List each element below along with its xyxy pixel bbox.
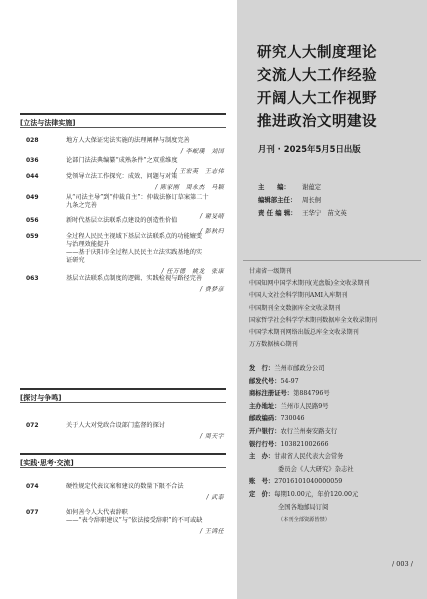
publication-value: （本刊全部资源皆禁） <box>278 517 330 524</box>
publication-value: 730046 <box>280 415 305 423</box>
toc-entry-title <box>66 173 226 181</box>
masthead-slogan <box>257 42 422 134</box>
toc-entry-title <box>66 275 226 283</box>
publication-value: 甘肃省人民代表大会常务 <box>274 453 344 461</box>
publication-value: 全国各地邮局订阅 <box>278 503 329 511</box>
toc-entry-page: 059 <box>26 233 39 240</box>
publication-row <box>249 388 421 401</box>
toc-entry-title-line: 地方人大保证宪法实施的法理阐释与制度完善 <box>66 137 190 144</box>
toc-entry-title <box>66 157 226 165</box>
toc-entry-authors: / 陈家刚 周永杰 马颖 <box>155 184 224 191</box>
toc-entry-title <box>66 422 226 430</box>
toc-entry-title-line: 与治理效能提升 <box>66 241 110 248</box>
toc-entry-title <box>66 217 226 225</box>
index-listing <box>249 266 421 351</box>
publication-value: 委员会《人大研究》杂志社 <box>278 465 354 473</box>
toc-entry-page: 028 <box>26 137 39 144</box>
publication-value: 第884796号 <box>293 390 330 398</box>
publication-value: 兰州市邮政分公司 <box>274 365 325 372</box>
publication-value: 每期10.00元，年价120.00元 <box>274 490 359 498</box>
toc-entry-page: 072 <box>26 422 39 429</box>
publication-row <box>249 439 421 452</box>
toc-entry-page: 063 <box>26 275 39 282</box>
publication-label: 商标注册证号： <box>249 390 294 398</box>
index-item: 万方数据核心期刊 <box>249 341 298 349</box>
index-item: 中国学术期刊网络出版总库全文收录期刊 <box>249 329 359 337</box>
toc-entry-page: 077 <box>26 509 39 516</box>
toc-entry[interactable] <box>20 275 226 297</box>
toc-entry-title-line: ——“表令辞职建议”与“依法接受辞职”的不可或缺 <box>66 517 203 524</box>
toc-entry[interactable] <box>20 483 226 505</box>
toc-entry-title-line: 新时代基层立法联系点建设的创造性价值 <box>66 217 178 224</box>
toc-entry[interactable] <box>20 173 226 195</box>
toc-section <box>20 113 226 127</box>
toc-entry-title-line: 基层立法联系点制度的逻辑、实践检视与路径完善 <box>66 275 203 282</box>
publication-label: 账 号： <box>249 478 275 486</box>
toc-entry-authors: / 周天宇 <box>200 433 224 440</box>
slogan-line: 研究人大制度理论 <box>257 45 377 61</box>
publication-value: 54-97 <box>280 377 299 385</box>
publication-row <box>249 401 421 414</box>
slogan-line: 开阔人大工作视野 <box>257 91 377 107</box>
toc-entry-authors: / 武泰 <box>206 494 224 501</box>
credit-row: 主 编： 谢蕴定 <box>258 183 322 191</box>
toc-entry-title-line: 九条之完善 <box>66 202 97 209</box>
toc-entry[interactable] <box>20 422 226 444</box>
toc-entry-title <box>66 137 226 145</box>
toc-entry-title-line: 党领导立法工作探究：成效、问题与对策 <box>66 173 178 180</box>
credit-row: 编辑部主任： 周长舸 <box>258 196 322 204</box>
publication-row <box>249 451 421 464</box>
publication-value: 27016101040000059 <box>274 478 343 486</box>
index-item: 国家哲学社会科学学术期刊数据库全文收录期刊 <box>249 316 377 324</box>
publication-label: 主 办： <box>249 453 275 461</box>
toc-entry-title <box>66 233 226 265</box>
publication-row <box>249 413 421 426</box>
toc-entry-title-line: 证研究 <box>66 257 85 264</box>
publication-row <box>249 489 421 502</box>
toc-section <box>20 453 226 467</box>
publication-label: 邮政编码： <box>249 415 281 423</box>
toc-entry[interactable] <box>20 137 226 159</box>
publication-label: 定 价： <box>249 490 275 498</box>
page-number: / 003 / <box>392 560 413 568</box>
toc-section <box>20 388 226 402</box>
editorial-credits <box>258 181 418 220</box>
toc-entry-page: 036 <box>26 157 39 164</box>
toc-section-rule <box>20 467 226 468</box>
toc-entry-title-line: 硬性规定代表议案和建议的数量下限不合法 <box>66 483 184 490</box>
toc-entry-page: 074 <box>26 483 39 490</box>
toc-entry-authors: / 任万德 姚龙 张康 <box>161 268 224 275</box>
index-item: 中国知网中国学术期刊(光盘版)全文收录期刊 <box>249 280 370 288</box>
toc-section-title: [立法与法律实施] <box>20 119 76 127</box>
divider <box>243 260 421 261</box>
publication-row <box>249 514 421 527</box>
toc-entry-title-line: 如何善令人大代表辞职 <box>66 509 128 516</box>
toc-entry-page: 056 <box>26 217 39 224</box>
publication-value: 103821002666 <box>280 440 329 448</box>
toc-section-title: [探讨与争鸣] <box>20 394 62 402</box>
slogan-line: 推进政治文明建设 <box>257 114 377 130</box>
toc-entry-title <box>66 194 226 210</box>
issue-date: 月刊 · 2025年5月5日出版 <box>258 144 361 154</box>
publication-row <box>249 464 421 477</box>
toc-entry-title-line: 从“司法主导”到“仲裁自主”：仲裁法修订草案第二十 <box>66 194 209 201</box>
toc-entry-title <box>66 509 226 525</box>
toc-entry-title-line: 关于人大对党政合设部门监督的探讨 <box>66 422 165 429</box>
toc-entry-page: 049 <box>26 194 39 201</box>
toc-entry-authors: / 彭秋归 <box>200 228 224 235</box>
publication-row <box>249 426 421 439</box>
toc-section-title: [实践·思考·交流] <box>20 459 74 467</box>
toc-entry-page: 044 <box>26 173 39 180</box>
toc-entry-authors: / 李岷璞 刘国 <box>180 148 224 155</box>
publication-label: 邮发代号： <box>249 377 281 385</box>
toc-entry[interactable] <box>20 233 226 279</box>
toc-entry-title-line: 全过程人民民主视域下基层立法联系点的功能嬗变 <box>66 233 203 240</box>
toc-entry-title-line: ——基于庆阳市全过程人民民主立法实践基地的实 <box>66 249 203 256</box>
toc-entry[interactable] <box>20 509 226 539</box>
toc-entry-authors: / 王鸿任 <box>200 528 224 535</box>
toc-entry-authors: / 王宏英 王志伟 <box>174 168 224 175</box>
slogan-line: 交流人大工作经验 <box>257 68 377 84</box>
publication-label: 开户银行： <box>249 427 281 435</box>
publication-value: 兰州市人民路9号 <box>280 402 329 410</box>
toc-entry-authors: / 费梦彦 <box>200 286 224 293</box>
publication-label: 发 行： <box>249 365 275 372</box>
publication-value: 农行兰州秦安路支行 <box>280 427 338 435</box>
credit-row: 责 任 编 辑： 王华宁 苗文英 <box>258 209 347 217</box>
publication-label: 银行行号： <box>249 440 281 448</box>
publication-row <box>249 363 421 376</box>
index-item: 中国期刊全文数据库全文收录期刊 <box>249 304 341 312</box>
toc-entry-title-line: 论部门法法典编纂“成熟条件”之双重维度 <box>66 157 178 164</box>
publication-row <box>249 476 421 489</box>
publication-row <box>249 502 421 515</box>
toc-section-rule <box>20 402 226 403</box>
publication-label: 主办地址： <box>249 402 281 410</box>
index-item: 中国人文社会科学期刊AMI入库期刊 <box>249 292 348 300</box>
publication-info <box>249 363 421 527</box>
index-item: 甘肃省一级期刊 <box>249 268 292 275</box>
toc-entry-authors: / 谢旻晴 <box>200 213 224 220</box>
toc-section-rule <box>20 127 226 128</box>
toc-entry-title <box>66 483 226 491</box>
publication-row <box>249 376 421 389</box>
